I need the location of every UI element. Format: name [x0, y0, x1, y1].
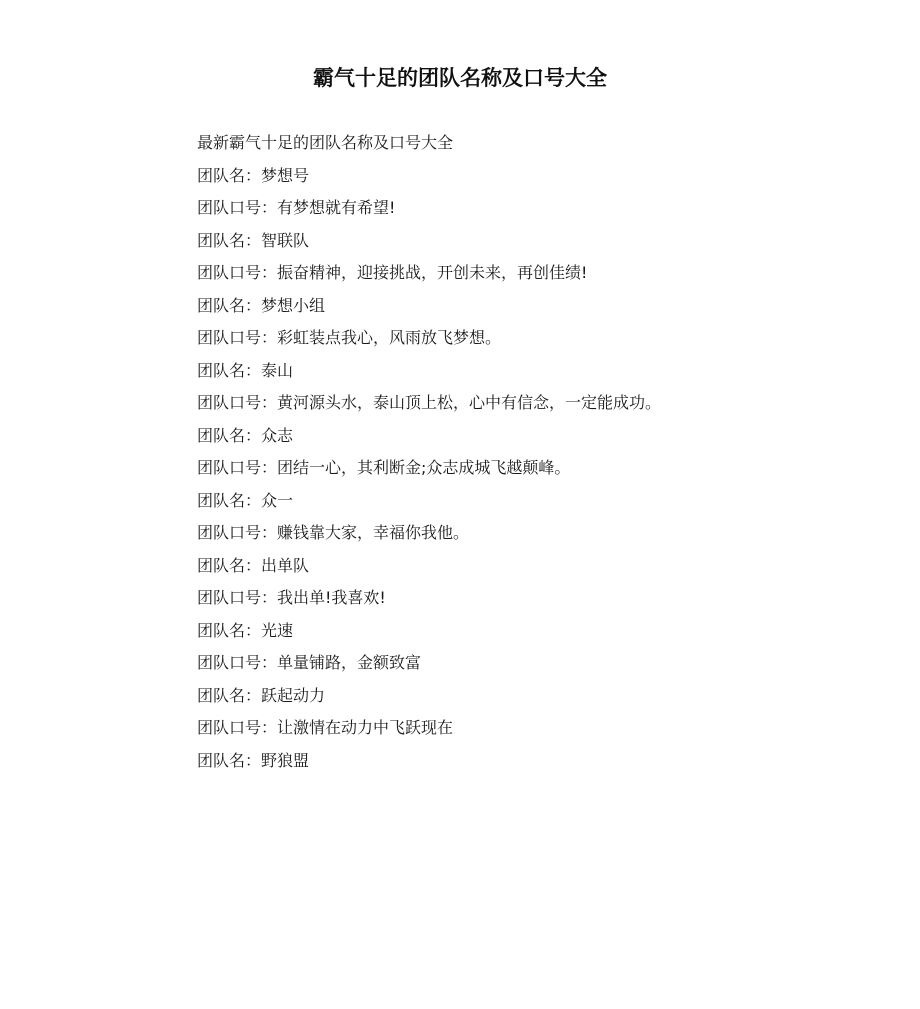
team-slogan-line: 团队口号：单量铺路，金额致富 — [197, 653, 422, 672]
team-slogan-line: 团队口号：彩虹装点我心，风雨放飞梦想。 — [197, 328, 502, 347]
document-title: 霸气十足的团队名称及口号大全 — [313, 66, 607, 90]
intro-line: 最新霸气十足的团队名称及口号大全 — [197, 133, 454, 152]
team-name-line: 团队名：梦想小组 — [197, 295, 326, 315]
team-slogan-line: 团队口号：振奋精神，迎接挑战，开创未来，再创佳绩! — [197, 263, 588, 282]
team-name-line: 团队名：泰山 — [197, 360, 294, 380]
team-slogan-line: 团队口号：让激情在动力中飞跃现在 — [197, 718, 454, 737]
team-slogan-line: 团队口号：团结一心，其利断金;众志成城飞越颠峰。 — [197, 458, 571, 477]
team-slogan-line: 团队口号：有梦想就有希望! — [197, 198, 396, 217]
team-name-line: 团队名：众一 — [197, 490, 294, 510]
team-name-line: 团队名：梦想号 — [197, 165, 310, 185]
team-slogan-line: 团队口号：我出单!我喜欢! — [197, 588, 386, 607]
team-slogan-line: 团队口号：赚钱靠大家，幸福你我他。 — [197, 523, 470, 542]
team-name-line: 团队名：光速 — [197, 620, 294, 640]
team-name-line: 团队名：众志 — [197, 425, 294, 445]
document-body — [197, 127, 837, 777]
team-name-line: 团队名：跃起动力 — [197, 685, 326, 705]
team-name-line: 团队名：智联队 — [197, 230, 310, 250]
team-name-line: 团队名：出单队 — [197, 555, 310, 575]
team-slogan-line: 团队口号：黄河源头水，泰山顶上松，心中有信念，一定能成功。 — [197, 393, 662, 412]
team-name-line: 团队名：野狼盟 — [197, 750, 310, 770]
